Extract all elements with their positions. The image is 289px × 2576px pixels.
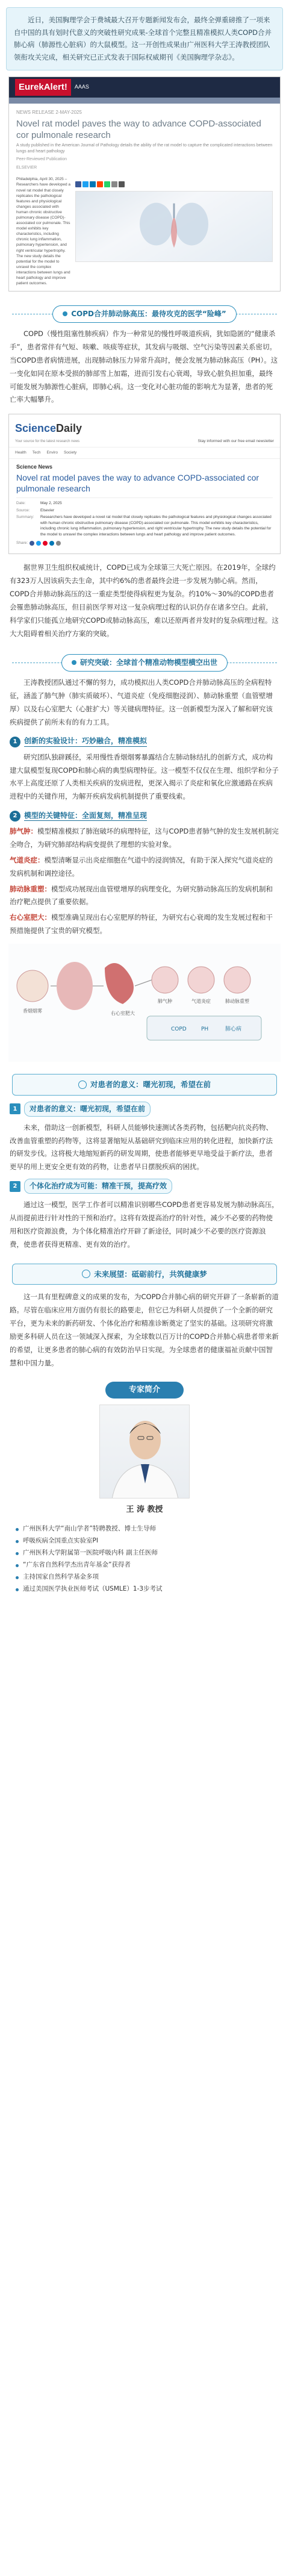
subhead-title: 个体化治疗成为可能：精准干预，提高疗效 xyxy=(24,1179,172,1194)
sciencedaily-tagline: Your source for the latest research news xyxy=(15,439,80,443)
bullet-icon xyxy=(63,311,67,316)
subhead-title: 模型的关键特征：全面复刻，精准呈现 xyxy=(24,811,147,822)
paragraph-copd-intro: COPD（慢性阻塞性肺疾病）作为一种常见的慢性呼吸道疾病，犹如隐匿的“健康杀手”，患者常伴有气短、咳嗽、咳痰等症状，其发病与吸烟、空气污染等因素关系密切。当COPD患者病情进展，出现肺动脉压力异常升高时，便会发展为肺动脉高压（PH）。这一变化如同在原本受损的肺部雪上加霜，进而引发右心衰竭，导致心脏负担加重，最终可能发展为肺源性心脏病，即肺心病。这一变化对心脏功能的影响尤为显著，患者的死亡率大幅攀升。 xyxy=(10,329,278,404)
twitter-icon[interactable] xyxy=(82,181,89,187)
feature-text: 模型清晰显示出炎症细胞在气道中的浸润情况，有助于深入探究气道炎症的发病机制和调控途径。 xyxy=(10,855,273,878)
subhead-1 xyxy=(10,737,279,747)
twitter-icon[interactable] xyxy=(36,541,41,546)
target-icon xyxy=(82,1270,90,1278)
nav-society[interactable]: Society xyxy=(63,451,77,455)
science-news-label: Science News xyxy=(16,463,53,470)
aaas-logo: AAAS xyxy=(74,83,89,90)
logo-daily: Daily xyxy=(56,422,82,435)
subhead-title: 创新的实验设计：巧妙融合，精准模拟 xyxy=(24,737,147,747)
paragraph-drug-testing: 未来，借助这一创新模型，科研人员能够快速测试各类药物，包括靶向抗炎药物、改善血管重塑的药物等，这将显著缩短从基础研究到临床应用的转化进程，加快新疗法的研发步伐。这将极大地缩短新药的研发周期，使患者能够更早地受益于新疗法，患者更早的用上更安全更有效的药物，让患者早日摆脱疾病的困扰。 xyxy=(10,1123,273,1171)
linkedin-icon[interactable] xyxy=(49,541,54,546)
lightbulb-icon xyxy=(78,1081,87,1089)
article-page xyxy=(0,7,289,1595)
number-badge-2: 2 xyxy=(10,1181,20,1192)
credential-item: 通过美国医学执业医师考试（USMLE）1-3步考试 xyxy=(16,1583,273,1595)
eurekalert-body-text: Philadelphia, April 30, 2025 – Researchers have developed a novel rat model that closely replicates the pathological features and physiological changes associated with human chronic obstructive pulmonary disease (COPD)-associated cor pulmonale. This model exhibits key characteristics, including chronic lung inflammation, pulmonary hypertension, and right ventricular hypertrophy. The new study details the potential for the model to unravel the complex interactions between lungs and heart pathology and improve patient outcomes. xyxy=(16,177,70,286)
paragraph-wang-team: 王涛教授团队通过不懈的努力，成功模拟出人类COPD合并肺动脉高压的全病程特征，涵盖了肺气肿（肺实质破坏）、气道炎症（免疫细胞浸润）、肺动脉重塑（血管壁增厚）以及右心室肥大（心脏扩大）等关键病理特征。这一创新模型为深入了解和研究该疾病提供了前所未有的有力工具。 xyxy=(10,678,273,726)
number-badge-1: 1 xyxy=(10,737,20,747)
sciencedaily-title: Novel rat model paves the way to advance COPD-associated cor pulmonale research xyxy=(16,473,259,493)
subhead-meaning-2 xyxy=(10,1179,279,1194)
lung-heart-illustration xyxy=(76,192,272,261)
eurekalert-header xyxy=(9,77,280,98)
eurekalert-title: Novel rat model paves the way to advance COPD-associated cor pulmonale research xyxy=(16,118,261,140)
subhead-meaning-1 xyxy=(10,1102,279,1117)
label-emphysema: 肺气肿 xyxy=(158,998,172,1004)
credential-item: “广东省自然科学杰出青年基金”获得者 xyxy=(16,1559,273,1571)
share-bar[interactable] xyxy=(75,181,273,187)
feature-airway xyxy=(10,854,279,881)
linkedin-icon[interactable] xyxy=(90,181,96,187)
eurekalert-logo: EurekAlert! xyxy=(15,79,71,96)
lungs-shape xyxy=(57,962,93,1010)
rat-model-image xyxy=(75,191,273,262)
feature-text: 模型精准模拟了肺泡破坏的病理特征，这与COPD患者肺气肿的发生发展机制完全吻合，为研究肺部结构病变提供了理想的实验对象。 xyxy=(10,827,279,849)
facebook-icon[interactable] xyxy=(30,541,34,546)
whatsapp-icon[interactable] xyxy=(104,181,110,187)
print-icon[interactable] xyxy=(119,181,125,187)
news-release-label: NEWS RELEASE 2-MAY-2025 xyxy=(16,109,82,115)
intro-box: 近日，美国胸理学会于费城最大召开专题新闻发布会，最终全弹重磅推了一项来自中国的具有划时代意义的突破性研究成果-全球首个完整且精准模拟人类COPD合并肺心病（肺源性心脏病）的大鼠模型。这一开创性成果由广州医科大学王涛教授团队领衔攻关完成，相关研究已正式发表于国际权威期刊《美国胸理学杂志》。 xyxy=(6,7,283,70)
pathology-diagram xyxy=(8,944,281,1062)
section-title: COPD合并肺动脉高压：最待攻克的医学“险峰” xyxy=(71,309,226,318)
summary-key: Summary: xyxy=(16,515,34,520)
expert-photo xyxy=(99,1405,190,1499)
source-value: Elsevier xyxy=(40,508,55,513)
peer-reviewed-label: Peer-Reviewed Publication xyxy=(16,157,67,161)
subhead-title: 对患者的意义：曙光初现，希望在前 xyxy=(24,1102,151,1117)
feature-key: 肺动脉重塑： xyxy=(10,884,51,893)
number-badge-1: 1 xyxy=(10,1103,20,1114)
date-value: May 2, 2025 xyxy=(40,501,62,506)
section-header-breakthrough xyxy=(12,653,277,672)
paragraph-design: 研究团队独辟蹊径，采用慢性香烟烟雾暴露结合左肺动脉结扎的创新方式，成功构建大鼠模型复现COPD和肺心病的典型病理特征。这一模型不仅仅在生理、组织学和分子水平上高度还原了人类相关疾病的发病进程，更深入揭示了炎症和氧化应激通路在疾病进程中的关键作用，为解开疾病发病机制提供了重要线索。 xyxy=(10,752,279,801)
reddit-icon[interactable] xyxy=(97,181,103,187)
sciencedaily-nav xyxy=(9,448,280,458)
feature-text: 模型成功展现出血管壁增厚的病理变化，为研究肺动脉高压的发病机制和治疗靶点提供了重要依据。 xyxy=(10,884,273,906)
nav-enviro[interactable]: Enviro xyxy=(46,451,58,455)
label-ph: PH xyxy=(201,1026,209,1032)
expert-section-title: 专家简介 xyxy=(105,1382,184,1399)
credential-item: 广州医科大学“南山学者”特聘教授、博士生导师 xyxy=(16,1523,273,1535)
credential-item: 主持国家自然科学基金多项 xyxy=(16,1571,273,1583)
section-title: 对患者的意义：曙光初现，希望在前 xyxy=(90,1079,211,1089)
eurekalert-subtitle: A study published in the American Journal of Pathology details the ability of the rat model to capture the complicated interactions between lungs and heart pathology xyxy=(16,143,273,154)
newsletter-link[interactable]: Stay informed with our free email newsletter xyxy=(197,438,274,443)
logo-science: Science xyxy=(15,422,57,435)
eurekalert-screenshot xyxy=(8,76,281,292)
source-key: Source: xyxy=(16,508,30,513)
label-rv: 右心室肥大 xyxy=(111,1010,135,1016)
email-icon[interactable] xyxy=(56,541,61,546)
label-cor-pulmonale: 肺心病 xyxy=(225,1026,242,1032)
eurekalert-nav xyxy=(9,98,280,104)
section-header-meaning xyxy=(12,1074,277,1096)
paragraph-outlook: 这一具有里程碑意义的成果的发布，为COPD合并肺心病的研究开辟了一条崭新的道路。尽管在临床应用方面仍有很长的路要走，但它已为科研人员提供了一个全新的研究平台，更为未来的新药研发、个体化治疗和精准诊断奠定了坚实的基础。这项研究将激励更多科研人员在这一领域深入探索，为全球数以百万计的COPD合并肺心病患者带来新的希望，让更多患者的肺心病的有效防治早日实现。为全球患者的健康福祉贡献中国智慧和中国力量。 xyxy=(10,1293,279,1367)
summary-value: Researchers have developed a novel rat model that closely replicates the pathological features and physiological changes associated with human chronic obstructive pulmonary disease (COPD)-associated cor pulmonale. This model exhibits key characteristics, including chronic lung inflammation, pulmonary hypertension, and right ventricular hypertrophy. The new study details the potential for the model to unravel the complex interactions between lungs and heart pathology and improve patient outcomes. xyxy=(40,515,272,537)
sciencedaily-logo xyxy=(15,419,82,438)
portrait-illustration xyxy=(100,1405,190,1499)
bullet-icon xyxy=(72,660,76,665)
section-header-outlook xyxy=(12,1264,277,1285)
section-header-copd-ph xyxy=(12,305,277,323)
diagram-svg xyxy=(8,944,281,1062)
feature-key: 肺气肿： xyxy=(10,827,37,836)
label-vascular: 肺动脉重塑 xyxy=(225,998,249,1004)
feature-key: 右心室肥大： xyxy=(10,913,51,922)
expert-credentials xyxy=(16,1523,273,1595)
pinterest-icon[interactable] xyxy=(43,541,48,546)
label-smoke: 香烟烟雾 xyxy=(23,1008,42,1014)
credential-item: 广州医科大学附属第一医院呼吸内科 副主任医师 xyxy=(16,1547,273,1559)
email-icon[interactable] xyxy=(111,181,117,187)
story-meta-table xyxy=(16,497,273,537)
feature-vascular xyxy=(10,883,279,909)
smoke-circle xyxy=(17,970,48,1002)
vascular-circle xyxy=(224,967,250,993)
paragraph-who-stats: 据世界卫生组织权威统计，COPD已成为全球第三大死亡原因。在2019年，全球约有323万人因该病失去生命，其中约6%的患者最终会进一步发展为肺心病。然而，COPD合并肺动脉高压的这一重症类型使得病程更为复杂。约10%～30%的COPD患者会罹患肺动脉高压，但目前医学界对这一复杂病理过程的认识仍存在诸多空白。此前，科学家们只能孤立地研究COPD或肺动脉高压，难以还原两者并发时的复杂病理过程。这大大阻碍着相关治疗方案的突破。 xyxy=(10,563,279,638)
label-airway: 气道炎症 xyxy=(191,998,211,1004)
section-title: 未来展望：砥砺前行，共筑健康梦 xyxy=(94,1269,207,1279)
share-label: Share: xyxy=(16,540,28,545)
credential-item: 呼吸疾病全国重点实验室PI xyxy=(16,1535,273,1547)
publisher-label: ELSEVIER xyxy=(16,166,37,170)
nav-health[interactable]: Health xyxy=(15,451,26,455)
feature-emphysema xyxy=(10,825,279,852)
subhead-2 xyxy=(10,811,279,822)
airway-circle xyxy=(188,967,214,993)
date-key: Date: xyxy=(16,501,26,506)
sciencedaily-screenshot xyxy=(8,414,281,554)
nav-tech[interactable]: Tech xyxy=(32,451,41,455)
section-title: 研究突破：全球首个精准动物模型横空出世 xyxy=(79,658,217,667)
paragraph-precision: 通过这一模型，医学工作者可以精准识别哪些COPD患者更容易发展为肺动脉高压，从而提前进行针对性的干预和治疗。这将有效提高治疗的针对性，减少不必要的药物使用和医疗资源浪费，为个体化精准治疗开辟了新途径，同时减少不必要的医疗资源浪费，使患者获得更精准、更有效的治疗。 xyxy=(10,1200,279,1249)
emphysema-circle xyxy=(152,967,178,993)
feature-rv xyxy=(10,911,279,938)
expert-name: 王 涛 教授 xyxy=(126,1505,163,1515)
feature-key: 气道炎症： xyxy=(10,855,45,864)
number-badge-2: 2 xyxy=(10,811,20,822)
feature-text: 模型准确呈现出右心室肥厚的特征，为研究右心衰竭的发生发展过程和干预措施提供了宝贵的研究模型。 xyxy=(10,913,273,935)
share-row xyxy=(16,540,273,546)
label-copd: COPD xyxy=(171,1026,187,1032)
facebook-icon[interactable] xyxy=(75,181,81,187)
